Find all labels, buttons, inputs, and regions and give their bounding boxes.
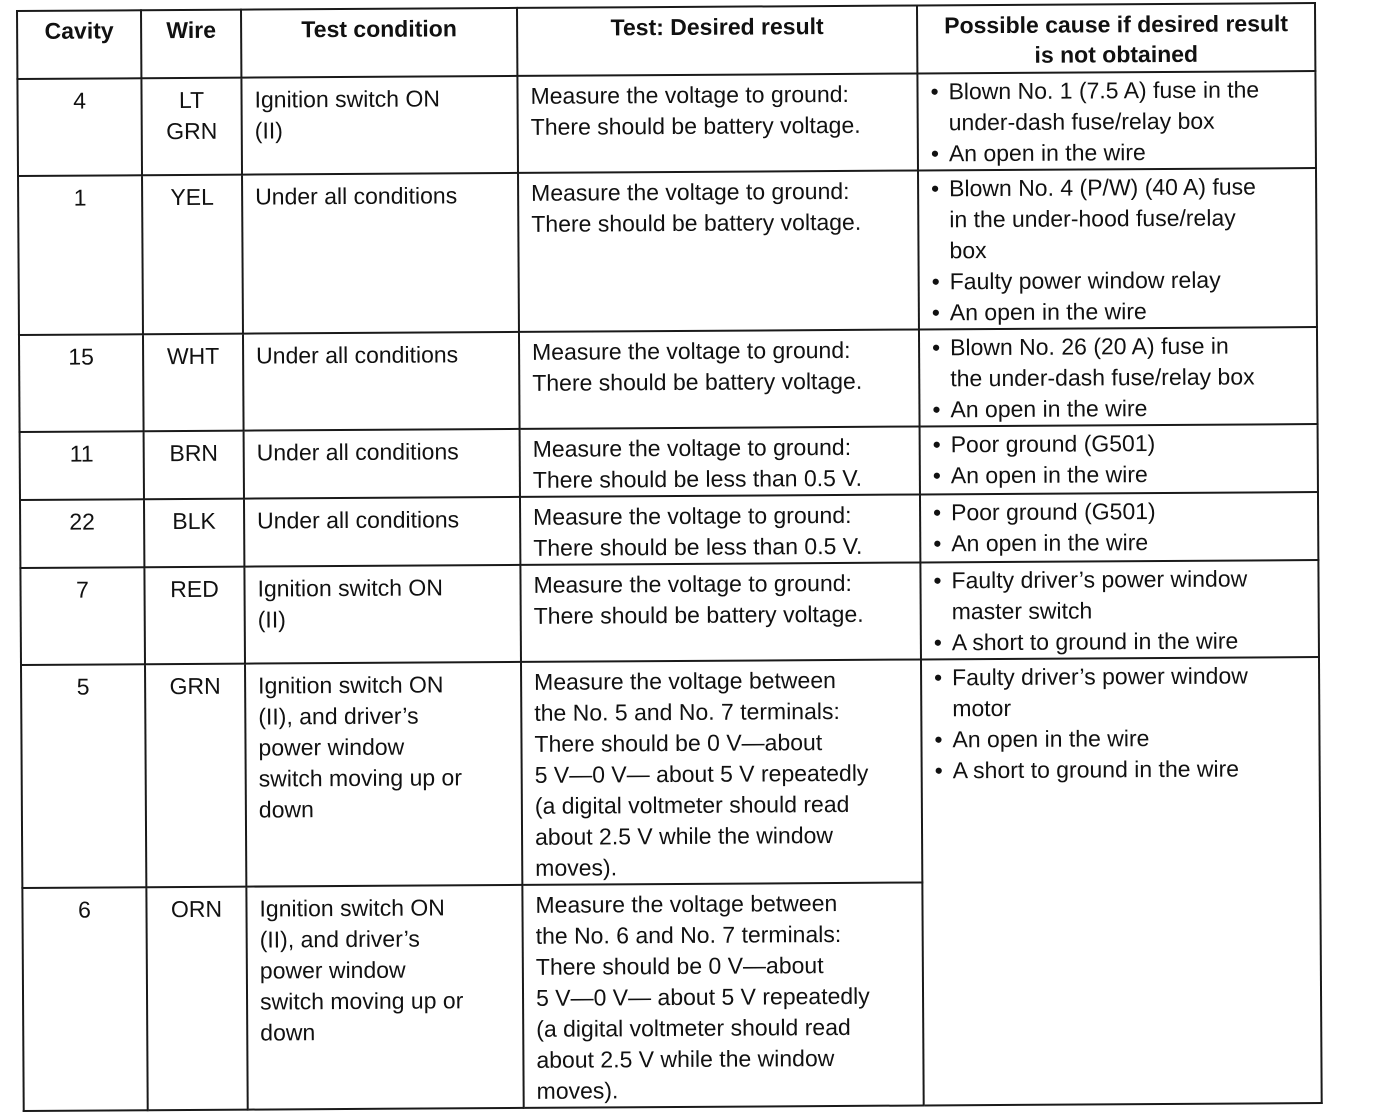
cause-list: [929, 495, 1311, 559]
result-line: There should be battery voltage.: [532, 367, 863, 396]
wire-line: WHT: [166, 342, 220, 370]
test-condition-cell: [244, 497, 520, 567]
cavity-cell: 1: [18, 175, 143, 335]
cause-item: [928, 392, 1310, 425]
result-line: Measure the voltage to ground:: [532, 433, 852, 462]
cause-line: • Faulty driver’s power window: [951, 565, 1248, 594]
header-cavity: Cavity: [17, 10, 141, 79]
cause-line: • Blown No. 1 (7.5 A) fuse in the: [948, 76, 1260, 105]
cause-line: motor: [952, 694, 1012, 722]
cause-item: [928, 330, 1310, 394]
possible-cause-cell: [921, 657, 1320, 882]
result-line: There should be battery voltage.: [531, 208, 862, 237]
cause-line: • Blown No. 26 (20 A) fuse in: [949, 332, 1229, 361]
wire-cell: [144, 499, 244, 568]
possible-cause-cell: [917, 71, 1316, 170]
desired-result-cell: [520, 562, 921, 661]
cause-line: • Poor ground (G501): [950, 430, 1156, 458]
possible-cause-cell: [922, 880, 1321, 1105]
result-line: There should be 0 V—about: [535, 952, 824, 980]
wire-cell: [145, 664, 246, 888]
header-wire: Wire: [141, 10, 241, 79]
table-row: [17, 71, 1316, 176]
table-row: [18, 168, 1317, 335]
wire-line: ORN: [170, 895, 223, 923]
result-line: 5 V—0 V— about 5 V repeatedly: [534, 759, 869, 788]
result-line: There should be 0 V—about: [534, 729, 823, 757]
wire-line: BLK: [172, 507, 216, 535]
table-row: [21, 657, 1320, 888]
condition-line: down: [258, 796, 314, 823]
desired-result-cell: [517, 73, 918, 172]
result-line: moves).: [536, 1077, 619, 1104]
condition-line: Under all conditions: [256, 341, 459, 369]
cavity-cell: 15: [19, 334, 144, 432]
condition-line: Ignition switch ON: [257, 574, 443, 602]
result-line: Measure the voltage between: [534, 667, 836, 695]
wire-line: YEL: [170, 183, 214, 211]
wire-cell: [141, 78, 242, 176]
cause-list: [927, 171, 1310, 328]
condition-line: power window: [259, 956, 406, 984]
cause-line: • An open in the wire: [950, 461, 1148, 489]
result-line: about 2.5 V while the window: [536, 1045, 835, 1073]
header-possible-cause-line2: is not obtained: [1034, 40, 1199, 68]
wire-line: GRN: [166, 117, 218, 145]
cavity-cell: 6: [22, 887, 147, 1111]
result-line: There should be battery voltage.: [533, 600, 864, 629]
cause-item: [929, 427, 1311, 460]
condition-line: (II): [254, 117, 283, 144]
cause-item: [930, 625, 1312, 658]
cause-line: • An open in the wire: [950, 395, 1148, 423]
table-row: [20, 492, 1318, 568]
test-condition-cell: [244, 429, 520, 499]
header-possible-cause: [917, 3, 1315, 73]
cause-item: [927, 136, 1309, 169]
result-line: Measure the voltage to ground:: [531, 177, 850, 206]
possible-cause-cell: [919, 327, 1318, 426]
cavity-cell: 7: [20, 567, 145, 665]
possible-cause-cell: [920, 424, 1318, 494]
test-condition-cell: [242, 173, 519, 334]
cause-list: [929, 427, 1311, 491]
result-line: 5 V—0 V— about 5 V repeatedly: [535, 982, 870, 1011]
wire-line: BRN: [169, 439, 219, 467]
condition-line: (II), and driver’s: [258, 702, 419, 730]
result-line: There should be less than 0.5 V.: [532, 464, 862, 493]
cause-line: master switch: [951, 597, 1093, 625]
cause-item: [929, 563, 1311, 627]
cause-line: • A short to ground in the wire: [951, 627, 1239, 656]
cause-line: the under-dash fuse/relay box: [950, 363, 1255, 392]
test-condition-cell: [243, 332, 520, 431]
possible-cause-cell: [918, 168, 1317, 329]
condition-line: switch moving up or: [258, 764, 463, 792]
test-condition-cell: [245, 662, 522, 887]
result-line: There should be less than 0.5 V.: [533, 532, 863, 561]
cause-line: • Faulty power window relay: [949, 266, 1221, 295]
cause-item: [926, 74, 1308, 138]
header-test-condition: Test condition: [241, 8, 517, 78]
table-header-row: [17, 3, 1315, 79]
cause-list: [929, 563, 1312, 658]
desired-result-cell: [520, 494, 920, 564]
result-line: Measure the voltage to ground:: [532, 336, 851, 365]
cause-line: • Faulty driver’s power window: [952, 662, 1248, 691]
cavity-cell: 5: [21, 664, 146, 888]
result-line: about 2.5 V while the window: [534, 822, 834, 850]
cause-item: [929, 495, 1311, 528]
condition-line: Under all conditions: [257, 506, 460, 534]
result-line: Measure the voltage to ground:: [533, 501, 852, 530]
cause-line: under-dash fuse/relay box: [948, 107, 1215, 136]
result-line: the No. 5 and No. 7 terminals:: [534, 697, 840, 726]
cause-item: [928, 295, 1310, 328]
cause-line: • Blown No. 4 (P/W) (40 A) fuse: [949, 173, 1256, 202]
wire-line: GRN: [169, 672, 221, 700]
cause-item: [928, 264, 1310, 297]
wire-cell: [143, 334, 244, 432]
test-condition-cell: [246, 885, 523, 1110]
cause-line: box: [949, 237, 987, 264]
troubleshooting-table-sheet: [16, 2, 1334, 1104]
desired-result-cell: [519, 329, 920, 428]
cause-list: [926, 74, 1309, 169]
test-condition-cell: [244, 565, 521, 664]
cause-item: [930, 660, 1312, 724]
cause-line: • Poor ground (G501): [951, 498, 1156, 526]
table-row: [20, 560, 1319, 665]
result-line: (a digital voltmeter should read: [534, 790, 850, 819]
wire-cell: [142, 175, 243, 335]
cause-item: [931, 753, 1313, 786]
cause-item: [929, 458, 1311, 491]
condition-line: (II), and driver’s: [259, 925, 420, 953]
result-line: the No. 6 and No. 7 terminals:: [535, 920, 842, 949]
wire-line: LT: [178, 86, 205, 114]
table-row: [22, 880, 1321, 1111]
cavity-cell: 22: [20, 499, 144, 568]
cause-line: • An open in the wire: [951, 529, 1149, 557]
cause-line: in the under-hood fuse/relay: [949, 204, 1236, 233]
desired-result-cell: [522, 882, 923, 1107]
condition-line: power window: [258, 733, 405, 761]
wire-cell: [144, 431, 244, 500]
test-condition-cell: [241, 76, 518, 175]
wire-line: RED: [170, 575, 219, 603]
header-desired-result: Test: Desired result: [517, 5, 917, 75]
cause-list: [930, 660, 1313, 786]
cause-line: • An open in the wire: [948, 139, 1146, 167]
condition-line: Ignition switch ON: [259, 894, 445, 922]
cause-item: [930, 722, 1312, 755]
wire-cell: [144, 567, 245, 665]
result-line: Measure the voltage between: [535, 890, 838, 918]
cause-line: • An open in the wire: [952, 725, 1150, 753]
result-line: There should be battery voltage.: [530, 111, 861, 140]
condition-line: Ignition switch ON: [258, 671, 444, 699]
desired-result-cell: [521, 659, 922, 884]
desired-result-cell: [518, 170, 919, 331]
condition-line: Under all conditions: [256, 438, 459, 466]
table-row: [19, 327, 1318, 432]
cause-item: [929, 526, 1311, 559]
cavity-cell: 11: [20, 431, 144, 500]
table-row: [20, 424, 1318, 500]
result-line: moves).: [535, 854, 618, 881]
possible-cause-cell: [920, 492, 1318, 562]
header-possible-cause-line1: Possible cause if desired result: [944, 10, 1289, 39]
cause-line: • A short to ground in the wire: [952, 755, 1240, 784]
cause-list: [928, 330, 1311, 425]
result-line: Measure the voltage to ground:: [530, 80, 849, 109]
wire-cell: [146, 887, 247, 1111]
condition-line: Ignition switch ON: [254, 85, 440, 113]
condition-line: (II): [257, 606, 286, 633]
cause-line: • An open in the wire: [949, 298, 1147, 326]
condition-line: Under all conditions: [255, 182, 458, 210]
condition-line: down: [260, 1019, 316, 1046]
cavity-cell: 4: [17, 78, 142, 176]
possible-cause-cell: [920, 560, 1319, 659]
result-line: Measure the voltage to ground:: [533, 569, 852, 598]
desired-result-cell: [520, 426, 920, 496]
connector-test-table: [16, 2, 1323, 1112]
cause-item: [927, 171, 1310, 266]
condition-line: switch moving up or: [259, 987, 464, 1015]
result-line: (a digital voltmeter should read: [536, 1013, 851, 1042]
